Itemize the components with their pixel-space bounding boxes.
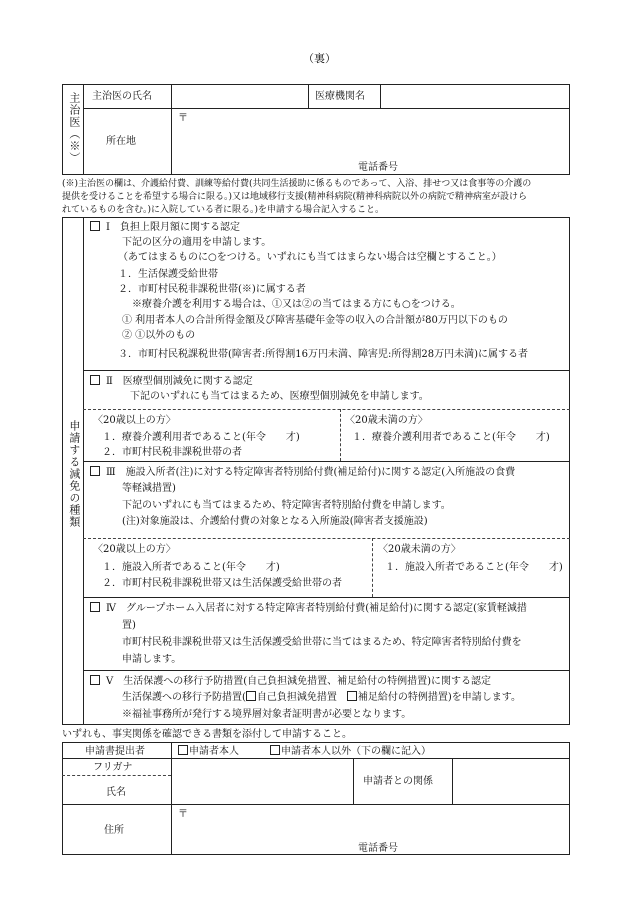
institution-label: 医療機関名 (315, 91, 365, 102)
doctor-name-label: 主治医の氏名 (92, 91, 152, 102)
applicant-address-label: 住所 (104, 825, 124, 836)
section-1-checkbox[interactable] (90, 221, 100, 231)
s3-line-1: 下記のいずれにも当てはまるため、特定障害者特別給付費を申請します。 (122, 500, 451, 511)
s5-line: 生活保護への移行予防措置( 自己負担減免措置 補足給付の特例措置)を申請します。 (122, 692, 522, 703)
s5-option-2-checkbox[interactable] (347, 691, 357, 701)
s2-over20-item-2[interactable]: ２．市町村民税非課税世帯の者 (102, 447, 242, 458)
doctor-postal-mark: 〒 (178, 113, 188, 124)
doctor-name-field[interactable] (172, 85, 307, 107)
section-3-title: Ⅲ 施設入所者(注)に対する特定障害者特別給付費(補足給付)に関する認定(入所施設の食費 (90, 466, 515, 480)
section-5-checkbox[interactable] (90, 675, 100, 685)
s1-option-3[interactable]: ３．市町村民税課税世帯(障害者:所得割16万円未満、障害児:所得割28万円未満)に属する者 (118, 349, 528, 360)
section-1-title: Ⅰ 負担上限月額に関する認定 (90, 221, 240, 235)
applicant-name-label: 氏名 (106, 787, 126, 798)
s5-note: ※福祉事務所が発行する境界層対象者証明書が必要となります。 (122, 709, 412, 720)
s1-sub-option-1[interactable]: ① 利用者本人の合計所得金額及び障害基礎年金等の収入の合計額が80万円以下のもの (122, 315, 508, 326)
s2-over20-item-1[interactable]: １．療養介護利用者であること(年令 才) (102, 432, 300, 443)
s3-over20-item-1[interactable]: １．施設入所者であること(年令 才) (102, 562, 280, 573)
s1-option-2[interactable]: ２．市町村民税非課税世帯(※)に属する者 (118, 284, 306, 295)
applicant-postal-mark: 〒 (178, 809, 188, 820)
section-4-title: Ⅳ グループホーム入居者に対する特定障害者特別給付費(補足給付)に関する認定(家賃軽減措 (90, 602, 527, 616)
s1-note: ※療養介護を利用する場合は、①又は②の当てはまる方にも○をつける。 (132, 299, 461, 310)
s3-over20-heading: 〈20歳以上の方〉 (93, 544, 176, 555)
institution-field[interactable] (381, 85, 569, 107)
relation-label: 申請者との関係 (363, 776, 433, 787)
s4-line-2: 申請します。 (122, 654, 182, 665)
s3-under20-item-1[interactable]: １．施設入所者であること(年令 才) (385, 562, 563, 573)
s1-line-2: （あてはまるものに○をつける。いずれにも当てはまらない場合は空欄とすること。） (118, 252, 502, 263)
s4-line-1: 市町村民税非課税世帯又は生活保護受給世帯に当てはまるため、特定障害者特別給付費を (122, 637, 522, 648)
section-4-checkbox[interactable] (90, 602, 100, 612)
s1-sub-option-2[interactable]: ② ①以外のもの (122, 330, 196, 341)
doctor-side-label: 主治医（※） (67, 92, 81, 164)
submitter-label: 申請書提出者 (85, 746, 145, 757)
section-3-title-cont: 等軽減措置) (122, 483, 176, 494)
doctor-address-label: 所在地 (106, 136, 136, 147)
section-4-title-cont: 置) (122, 620, 136, 631)
s2-line: 下記のいずれにも当てはまるため、医療型個別減免を申請します。 (130, 391, 429, 402)
doctor-note-line-3: れているものを含む。)に入院している者に限る。)を申請する場合記入すること。 (62, 205, 385, 215)
s5-option-1-checkbox[interactable] (246, 691, 256, 701)
s3-line-2: (注)対象施設は、介護給付費の対象となる入所施設(障害者支援施設) (122, 516, 428, 527)
applicant-name-field[interactable] (172, 776, 352, 803)
s1-option-1[interactable]: １．生活保護受給世帯 (118, 269, 218, 280)
relation-field[interactable] (453, 759, 569, 803)
furigana-label: フリガナ (93, 762, 133, 773)
section-2-checkbox[interactable] (90, 375, 100, 385)
doctor-note-line-2: 提供を受けることを希望する場合に限る。)又は地域移行支援(精神科病院(精神科病院以外の病院で精神病室が設けら (62, 192, 528, 202)
submitter-other-checkbox[interactable] (270, 745, 280, 755)
applicant-phone-label: 電話番号 (358, 843, 398, 854)
s2-over20-heading: 〈20歳以上の方〉 (93, 415, 176, 426)
doctor-note-line-1: (※)主治医の欄は、介護給付費、訓練等給付費(共同生活援助に係るものであって、入浴、排せつ又は食事等の介護の (62, 179, 532, 189)
s3-over20-item-2[interactable]: ２．市町村民税非課税世帯又は生活保護受給世帯の者 (102, 578, 342, 589)
s3-under20-heading: 〈20歳未満の方〉 (378, 544, 461, 555)
section-5-title: Ⅴ 生活保護への移行予防措置(自己負担減免措置、補足給付の特例措置)に関する認定 (90, 675, 491, 689)
submitter-self-option: 申請者本人 (178, 745, 239, 759)
submitter-self-checkbox[interactable] (178, 745, 188, 755)
s1-line-1: 下記の区分の適用を申請します。 (122, 237, 272, 248)
s2-under20-item-1[interactable]: １．療養介護利用者であること(年令 才) (352, 432, 550, 443)
section-3-checkbox[interactable] (90, 466, 100, 476)
doctor-phone-label: 電話番号 (358, 162, 398, 173)
s2-under20-heading: 〈20歳未満の方〉 (345, 415, 428, 426)
attachment-note: いずれも、事実関係を確認できる書類を添付して申請すること。 (62, 729, 352, 740)
reduction-side-label: 申請する減免の種類 (67, 420, 81, 528)
page-side-title: （裏） (303, 52, 336, 65)
submitter-other-option: 申請者本人以外（下の欄に記入） (270, 745, 431, 759)
furigana-field[interactable] (172, 759, 352, 775)
section-2-title: Ⅱ 医療型個別減免に関する認定 (90, 375, 253, 389)
